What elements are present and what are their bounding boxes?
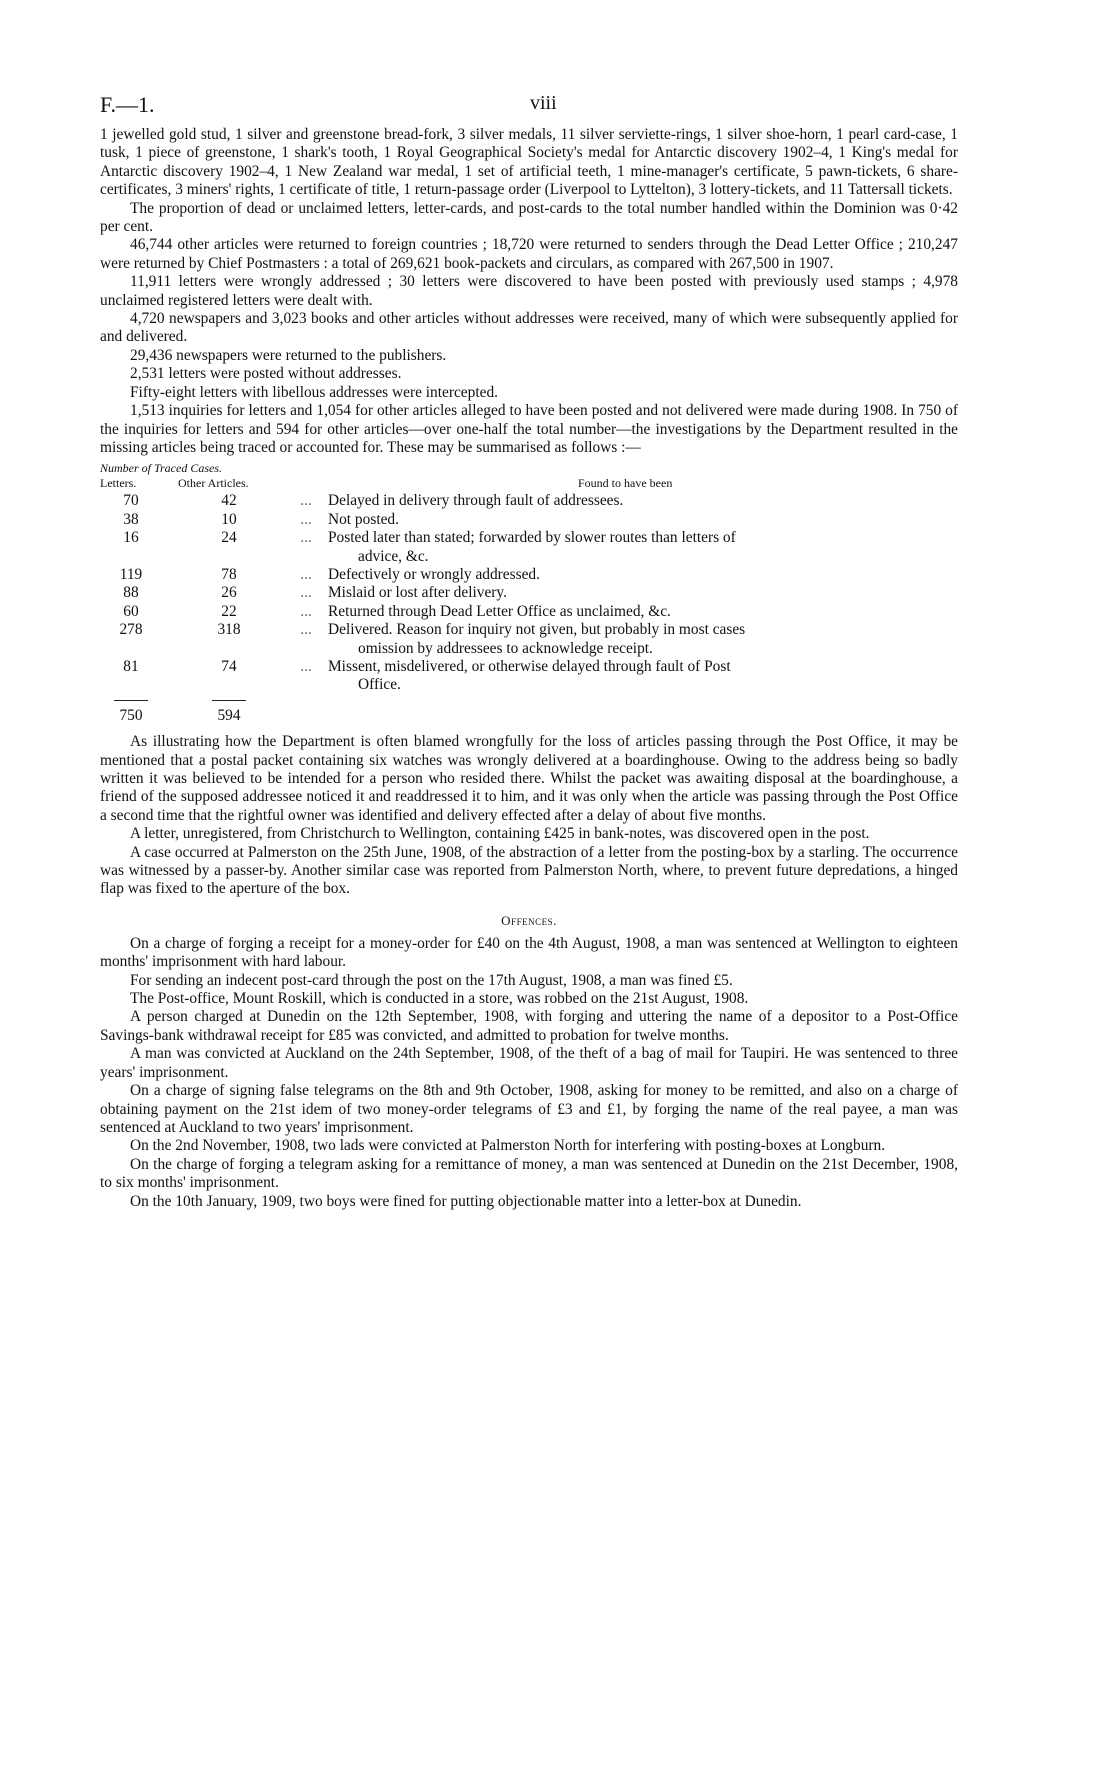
table-column-headers <box>100 475 958 492</box>
paragraph: A letter, unregistered, from Christchurch to Wellington, containing £425 in bank-notes, was discovered open in the post. <box>130 825 870 843</box>
cell-letters: 278 <box>119 621 143 639</box>
paragraph: On the 2nd November, 1908, two lads were convicted at Palmerston North for interfering with posting-boxes at Longburn. <box>130 1137 886 1155</box>
cell-found-continuation: omission by addressees to acknowledge receipt. <box>358 639 653 657</box>
cell-found-continuation: advice, &c. <box>358 547 429 565</box>
rule-other <box>212 700 246 701</box>
table-row <box>100 492 958 510</box>
top-paragraphs <box>100 126 958 457</box>
cell-found-text: Delivered. Reason for inquiry not given, but probably in most cases <box>328 621 746 639</box>
paragraph: For sending an indecent post-card through the post on the 17th August, 1908, a man was fined £5. <box>130 971 733 989</box>
total-other: 594 <box>217 706 241 724</box>
paragraph: A man was convicted at Auckland on the 24th September, 1908, of the theft of a bag of mail for Taupiri. He was sentenced to three years' imprisonment. <box>100 1045 958 1081</box>
cell-found-text: Defectively or wrongly addressed. <box>328 565 540 583</box>
cell-found-text: Returned through Dead Letter Office as unclaimed, &c. <box>328 602 671 620</box>
cell-found <box>328 603 958 621</box>
cell-dots: ... <box>300 621 312 639</box>
cell-dots: ... <box>300 602 312 620</box>
section-title-offences: Offences. <box>501 912 557 928</box>
cell-found-text: Not posted. <box>328 510 399 528</box>
cell-dots: ... <box>300 565 312 583</box>
cell-letters: 88 <box>123 584 139 602</box>
cell-other: 10 <box>221 510 237 528</box>
paragraph: 1 jewelled gold stud, 1 silver and greenstone bread-fork, 3 silver medals, 11 silver serviette-rings, 1 silver shoe-horn, 1 pearl card-case, 1 tusk, 1 piece of greenstone, 1 shark's tooth, 1 Royal Geographical Society's medal for Antarctic discovery 1902–4, 1 King's medal for Antarctic discovery 1902–4, 1 New Zealand war medal, 1 set of artificial teeth, 1 mine-manager's certificate, 5 pawn-tickets, 6 share-certificates, 3 miners' rights, 1 certificate of title, 1 return-passage order (Liverpool to Lyttelton), 3 lottery-tickets, and 11 Tattersall tickets. <box>100 126 958 199</box>
cell-found <box>328 621 958 658</box>
paragraph: 46,744 other articles were returned to foreign countries ; 18,720 were returned to senders through the Dead Letter Office ; 210,247 were returned by Chief Postmasters : a total of 269,621 book-packets and circulars, as compared with 267,500 in 1907. <box>100 236 958 272</box>
paragraph: The Post-office, Mount Roskill, which is conducted in a store, was robbed on the 21st August, 1908. <box>130 990 749 1008</box>
cell-dots: ... <box>300 510 312 528</box>
cell-other: 22 <box>221 602 237 620</box>
cell-found-text: Mislaid or lost after delivery. <box>328 584 507 602</box>
paragraph: On the 10th January, 1909, two boys were fined for putting objectionable matter into a letter-box at Dunedin. <box>130 1192 802 1210</box>
cell-letters: 60 <box>123 602 139 620</box>
cell-letters: 16 <box>123 529 139 547</box>
column-header-letters: Letters. <box>100 476 137 491</box>
cell-other: 26 <box>221 584 237 602</box>
table-group-header: Number of Traced Cases. <box>100 461 223 476</box>
cell-letters: 70 <box>123 492 139 510</box>
paragraph: The proportion of dead or unclaimed letters, letter-cards, and post-cards to the total number handled within the Dominion was 0·42 per cent. <box>100 199 958 236</box>
column-header-found: Found to have been <box>578 476 673 491</box>
table-row <box>100 603 958 621</box>
cell-letters: 81 <box>123 657 139 675</box>
cell-found-continuation: Office. <box>358 676 401 694</box>
paragraph: Fifty-eight letters with libellous addresses were intercepted. <box>130 383 498 401</box>
paragraph: As illustrating how the Department is often blamed wrongfully for the loss of articles passing through the Post Office, it may be mentioned that a postal packet containing six watches was wrongly delivered at a boardinghouse. Owing to the address being so badly written it was believed to be intended for a person who resided there. Whilst the packet was awaiting disposal at the boardinghouse, a friend of the supposed addressee noticed it and readdressed it to him, and it was only when the article was passing through the Post Office a second time that the rightful owner was identified and delivery effected after a delay of about five months. <box>100 733 958 824</box>
cell-found-text: Delayed in delivery through fault of addressees. <box>328 492 624 510</box>
cell-dots: ... <box>300 584 312 602</box>
paragraph: 2,531 letters were posted without addresses. <box>130 365 402 383</box>
cell-letters: 38 <box>123 510 139 528</box>
paragraph: On a charge of signing false telegrams on the 8th and 9th October, 1908, asking for money to be remitted, and also on a charge of obtaining payment on the 21st idem of two money-order telegrams of £3 and £1, by forging the name of the real payee, a man was sentenced at Auckland to two years' imprisonment. <box>100 1082 958 1136</box>
cell-other: 318 <box>217 621 241 639</box>
cell-other: 74 <box>221 657 237 675</box>
table-row <box>100 584 958 602</box>
cell-other: 42 <box>221 492 237 510</box>
cell-found <box>328 529 958 566</box>
paragraph: On the charge of forging a telegram asking for a remittance of money, a man was sentenced at Dunedin on the 21st December, 1908, to six months' imprisonment. <box>100 1155 958 1192</box>
page-number: viii <box>530 92 557 114</box>
document-page <box>100 92 958 1211</box>
table-row <box>100 511 958 529</box>
cell-dots: ... <box>300 657 312 675</box>
cell-other: 78 <box>221 565 237 583</box>
cell-dots: ... <box>300 492 312 510</box>
cell-other: 24 <box>221 529 237 547</box>
rule-letters <box>114 700 148 701</box>
table-row <box>100 566 958 584</box>
middle-paragraphs <box>100 733 958 899</box>
paragraph: A person charged at Dunedin on the 12th September, 1908, with forging and uttering the name of a depositor to a Post-Office Savings-bank withdrawal receipt for £85 was convicted, and admitted to probation for twelve months. <box>100 1008 958 1044</box>
offences-paragraphs <box>100 935 958 1211</box>
table-total-rule <box>100 695 958 707</box>
table-row <box>100 658 958 695</box>
cell-found <box>328 492 958 510</box>
paragraph: 29,436 newspapers were returned to the publishers. <box>130 346 447 364</box>
table-total-row <box>100 707 958 725</box>
cell-found <box>328 511 958 529</box>
paragraph: On a charge of forging a receipt for a money-order for £40 on the 4th August, 1908, a man was sentenced at Wellington to eighteen months' imprisonment with hard labour. <box>100 934 958 971</box>
table-row <box>100 529 958 566</box>
paragraph: 4,720 newspapers and 3,023 books and other articles without addresses were received, many of which were subsequently applied for and delivered. <box>100 310 958 346</box>
paragraph: 1,513 inquiries for letters and 1,054 for other articles alleged to have been posted and not delivered were made during 1908. In 750 of the inquiries for letters and 594 for other articles—over one-half the total number—the investigations by the Department resulted in the missing articles being traced or accounted for. These may be summarised as follows :— <box>100 402 958 456</box>
document-code: F.—1. <box>100 92 155 117</box>
cell-dots: ... <box>300 529 312 547</box>
page-header <box>100 92 958 126</box>
column-header-other: Other Articles. <box>178 476 249 491</box>
cell-found <box>328 584 958 602</box>
cell-found-text: Posted later than stated; forwarded by slower routes than letters of <box>328 529 736 547</box>
table-row <box>100 621 958 658</box>
paragraph: A case occurred at Palmerston on the 25th June, 1908, of the abstraction of a letter from the posting-box by a starling. The occurrence was witnessed by a passer-by. Another similar case was reported from Palmerston North, where, to prevent future depredations, a hinged flap was fixed to the aperture of the box. <box>100 843 958 898</box>
cell-found-text: Missent, misdelivered, or otherwise delayed through fault of Post <box>328 657 731 675</box>
paragraph: 11,911 letters were wrongly addressed ; 30 letters were discovered to have been posted with previously used stamps ; 4,978 unclaimed registered letters were dealt with. <box>100 273 958 309</box>
cell-found <box>328 658 958 695</box>
cell-letters: 119 <box>119 565 143 583</box>
cell-found <box>328 566 958 584</box>
total-letters: 750 <box>119 706 143 724</box>
traced-cases-table <box>100 461 958 725</box>
